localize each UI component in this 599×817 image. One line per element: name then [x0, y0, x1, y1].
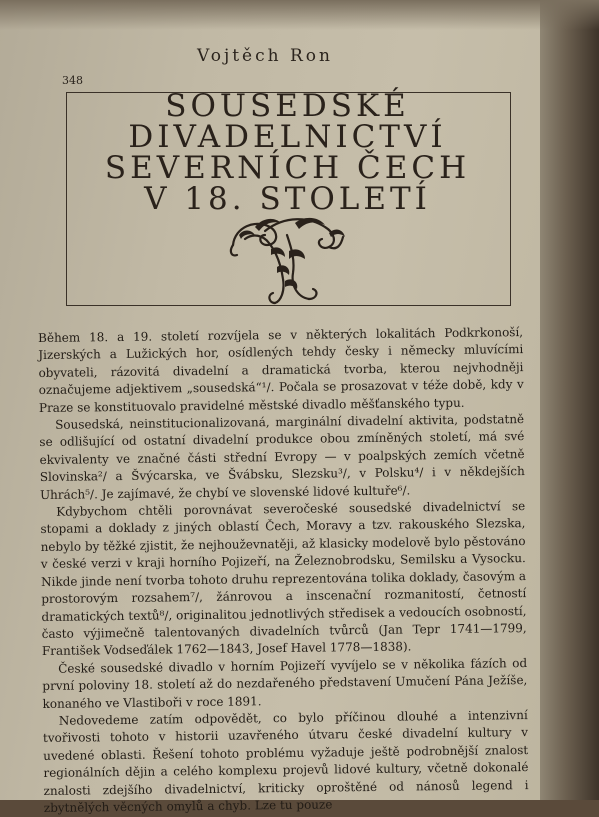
chapter-title [75, 88, 500, 217]
body-text [38, 324, 529, 817]
title-line-4: V 18. STOLETÍ [144, 181, 431, 217]
paragraph-5: Nedovedeme zatím odpovědět, co bylo příčinou dlouhé a intenzivní tvořivosti tohoto v historii uzavřeného útvaru české divadelní kultury v uvedené oblasti. Řešení tohoto problému vyžaduje ještě podrobnější znalost regionálních dějin a celého komplexu projevů lidové kultury, včetně dokonalé znalosti zdejšího divadelnictví, kriticky oproštěné od nánosů legend i zbytnělých věcných omylů a chyb. Lze tu pouze [42, 707, 529, 815]
paragraph-4: České sousedské divadlo v horním Pojizeří vyvíjelo se v několika fázích od první poloviny 18. století až do nezdařeného představení Umučení Pána Ježíše, konaného ve Vlastiboři v roce 1891. [42, 655, 528, 711]
paragraph-3: Kdybychom chtěli porovnávat severočeské sousedské divadelnictví se stopami a doklady z jiných oblastí Čech, Moravy a tzv. rakouského Slezska, nebylo by těžké zjistit, že nejhouževnatěji, až klasicky modelově bylo pěstováno v české verzi v kraji horního Pojizeří, na Železnobrodsku, Semilsku a Vysocku. Nikde jinde není tvorba tohoto druhu reprezentována tolika doklady, časovým a prostorovým rozsahem⁷/, žánrovou a inscenační rozmanitostí, četností dramatických textů⁸/, originalitou jednotlivých středisek a vedoucích osobností, často výjimečně talentovaných divadelních tvůrců (Jan Tepr 1741—1799, František Vodseďálek 1762—1843, Josef Havel 1778—1838). [40, 499, 527, 659]
top-shadow [0, 0, 599, 30]
title-line-2: DIVADELNICTVÍ [128, 119, 447, 155]
running-head-author: Vojtěch Ron [197, 46, 333, 66]
paragraph-1: Během 18. a 19. století rozvíjela se v některých lokalitách Podkrkonoší, Jizerských a Lužických hor, osídlených tehdy česky i německy mluvícími obyvateli, rázovitá divadelní a dramatická tvorba, kterou nejvhodněji označujeme adjektivem „sousedská“¹/. Počala se prosazovat v téže době, kdy v Praze se konstituovalo pravidelné městské divadlo měšťanského typu. [38, 325, 524, 415]
page-number: 348 [62, 74, 83, 87]
title-line-3: SEVERNÍCH ČECH [104, 150, 471, 186]
acanthus-ornament-icon [225, 205, 350, 310]
paragraph-2: Sousedská, neinstitucionalizovaná, marginální divadelní aktivita, podstatně se odlišující od ostatní divadelní produkce obou zmíněných století, má své ekvivalenty ve značné části střední Evropy — v poalpských zemích včetně Slovinska²/ a Švýcarska, ve Švábsku, Slezsku³/, v Polsku⁴/ i v někdejších Uhrách⁵/. Je zajímavé, že chybí ve slovenské lidové kultuře⁶/. [39, 412, 525, 502]
title-line-1: SOUSEDSKÉ [165, 88, 410, 124]
book-gutter-shadow [540, 0, 599, 800]
